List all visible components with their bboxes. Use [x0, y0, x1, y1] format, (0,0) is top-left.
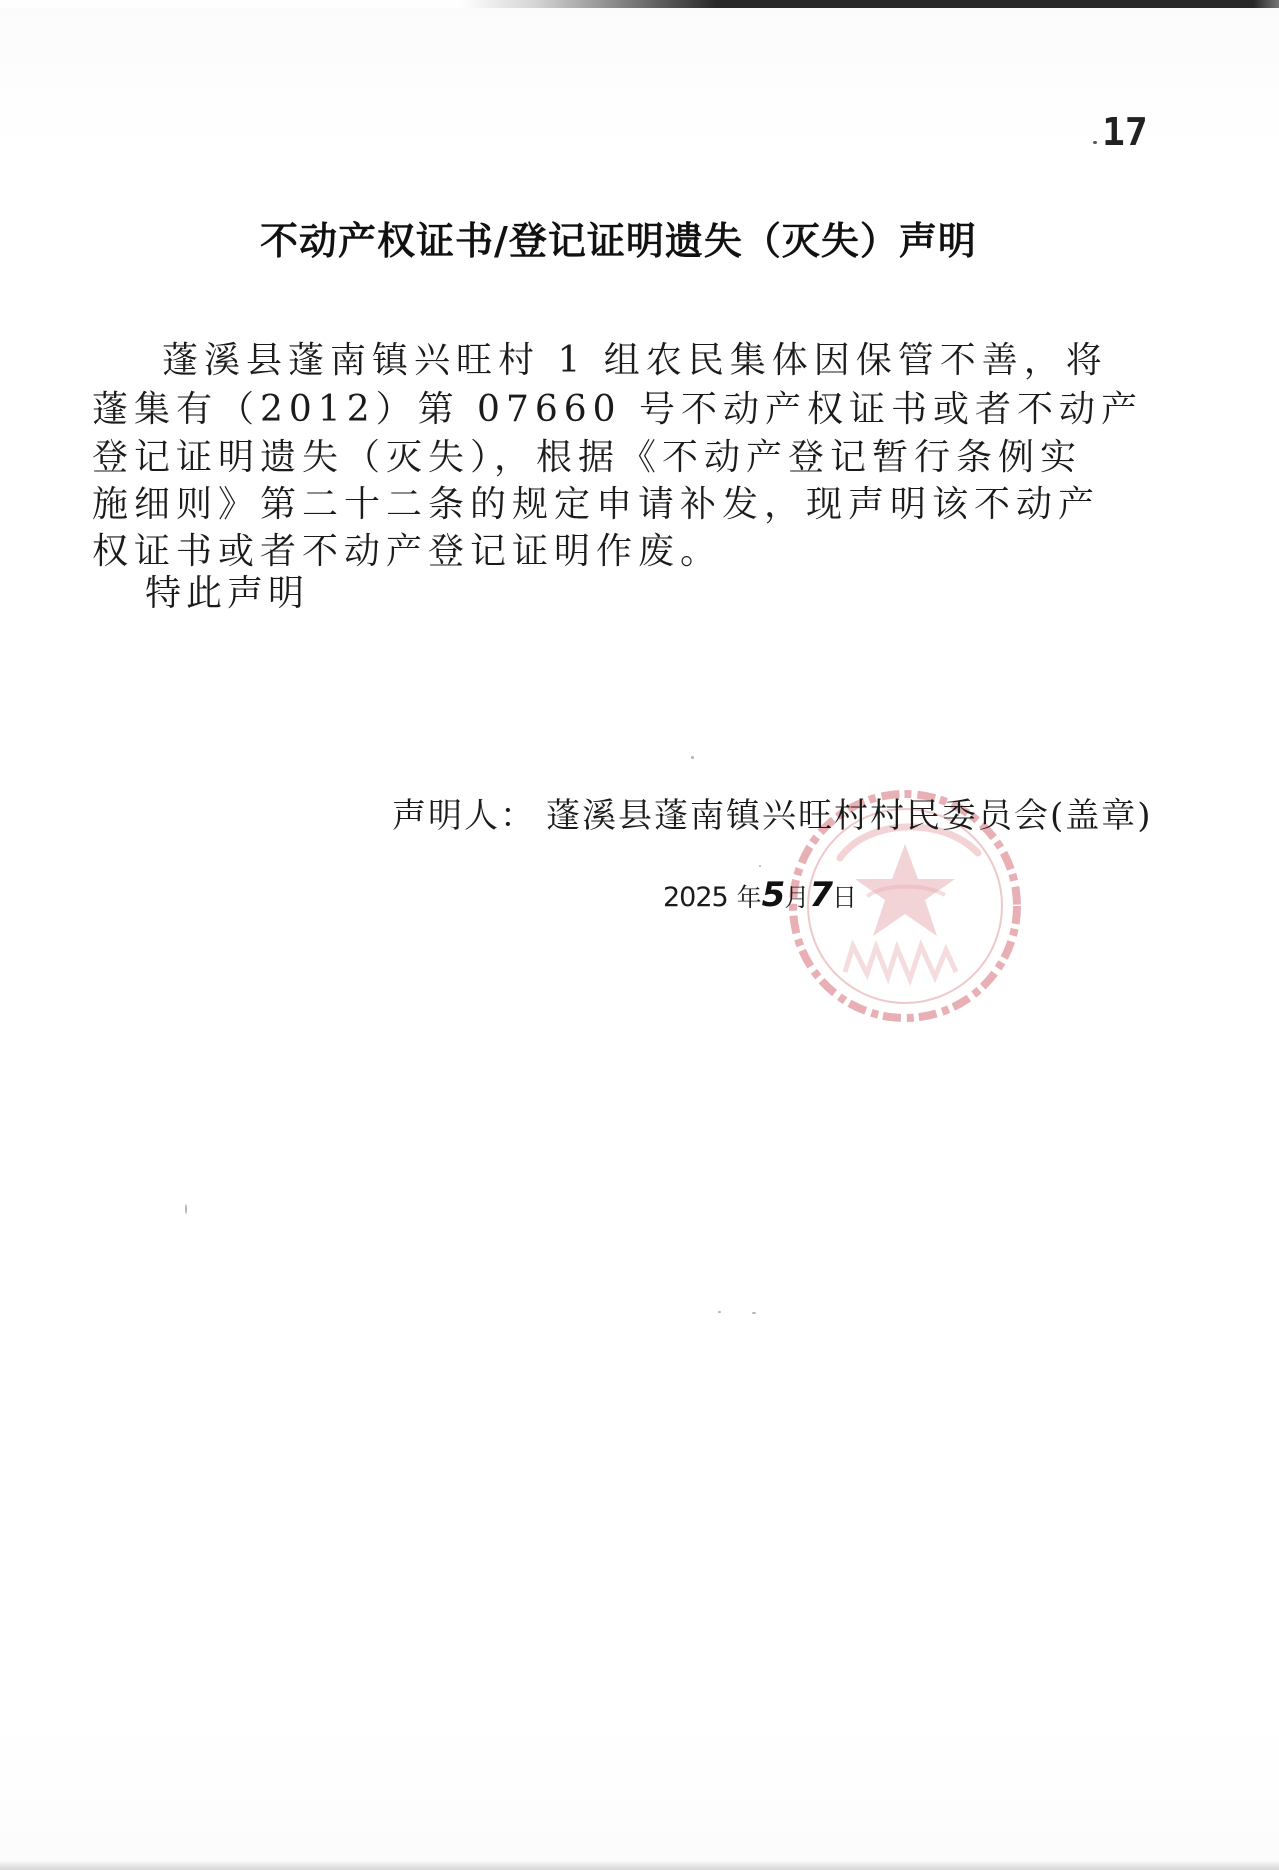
paper-speck — [718, 1311, 721, 1313]
paper-speck — [185, 1204, 187, 1214]
paper-speck — [759, 865, 761, 867]
paper-speck — [752, 1312, 756, 1314]
paper-speck — [691, 756, 694, 759]
body-line-2: 蓬集有（2012）第 07660 号不动产权证书或者不动产 — [92, 389, 1144, 430]
page-number-dot — [1093, 141, 1097, 144]
date-month-unit: 月 — [784, 883, 810, 912]
date-day: 7 — [809, 875, 832, 915]
declarant-line — [392, 788, 1153, 837]
body-line-1: 蓬溪县蓬南镇兴旺村 1 组农民集体因保管不善，将 — [162, 340, 1108, 381]
date-day-unit: 日 — [832, 883, 858, 912]
document-title: 不动产权证书/登记证明遗失（灭失）声明 — [260, 219, 977, 263]
bottom-edge-shadow — [0, 1860, 1279, 1870]
body-line-5: 权证书或者不动产登记证明作废。 — [92, 531, 723, 572]
date-year-unit: 年 — [736, 883, 762, 912]
top-border — [0, 0, 1279, 8]
statement-date — [663, 875, 857, 915]
declarant-name: 蓬溪县蓬南镇兴旺村村民委员会(盖章) — [546, 796, 1153, 836]
date-month: 5 — [761, 875, 785, 915]
declarant-label: 声明人： — [392, 796, 536, 836]
body-line-3: 登记证明遗失（灭失），根据《不动产登记暂行条例实 — [92, 437, 1083, 478]
closing-statement: 特此声明 — [145, 573, 310, 614]
date-year: 2025 — [663, 882, 728, 913]
body-line-4: 施细则》第二十二条的规定申请补发，现声明该不动产 — [92, 484, 1101, 525]
page-number: 17 — [1102, 110, 1148, 154]
